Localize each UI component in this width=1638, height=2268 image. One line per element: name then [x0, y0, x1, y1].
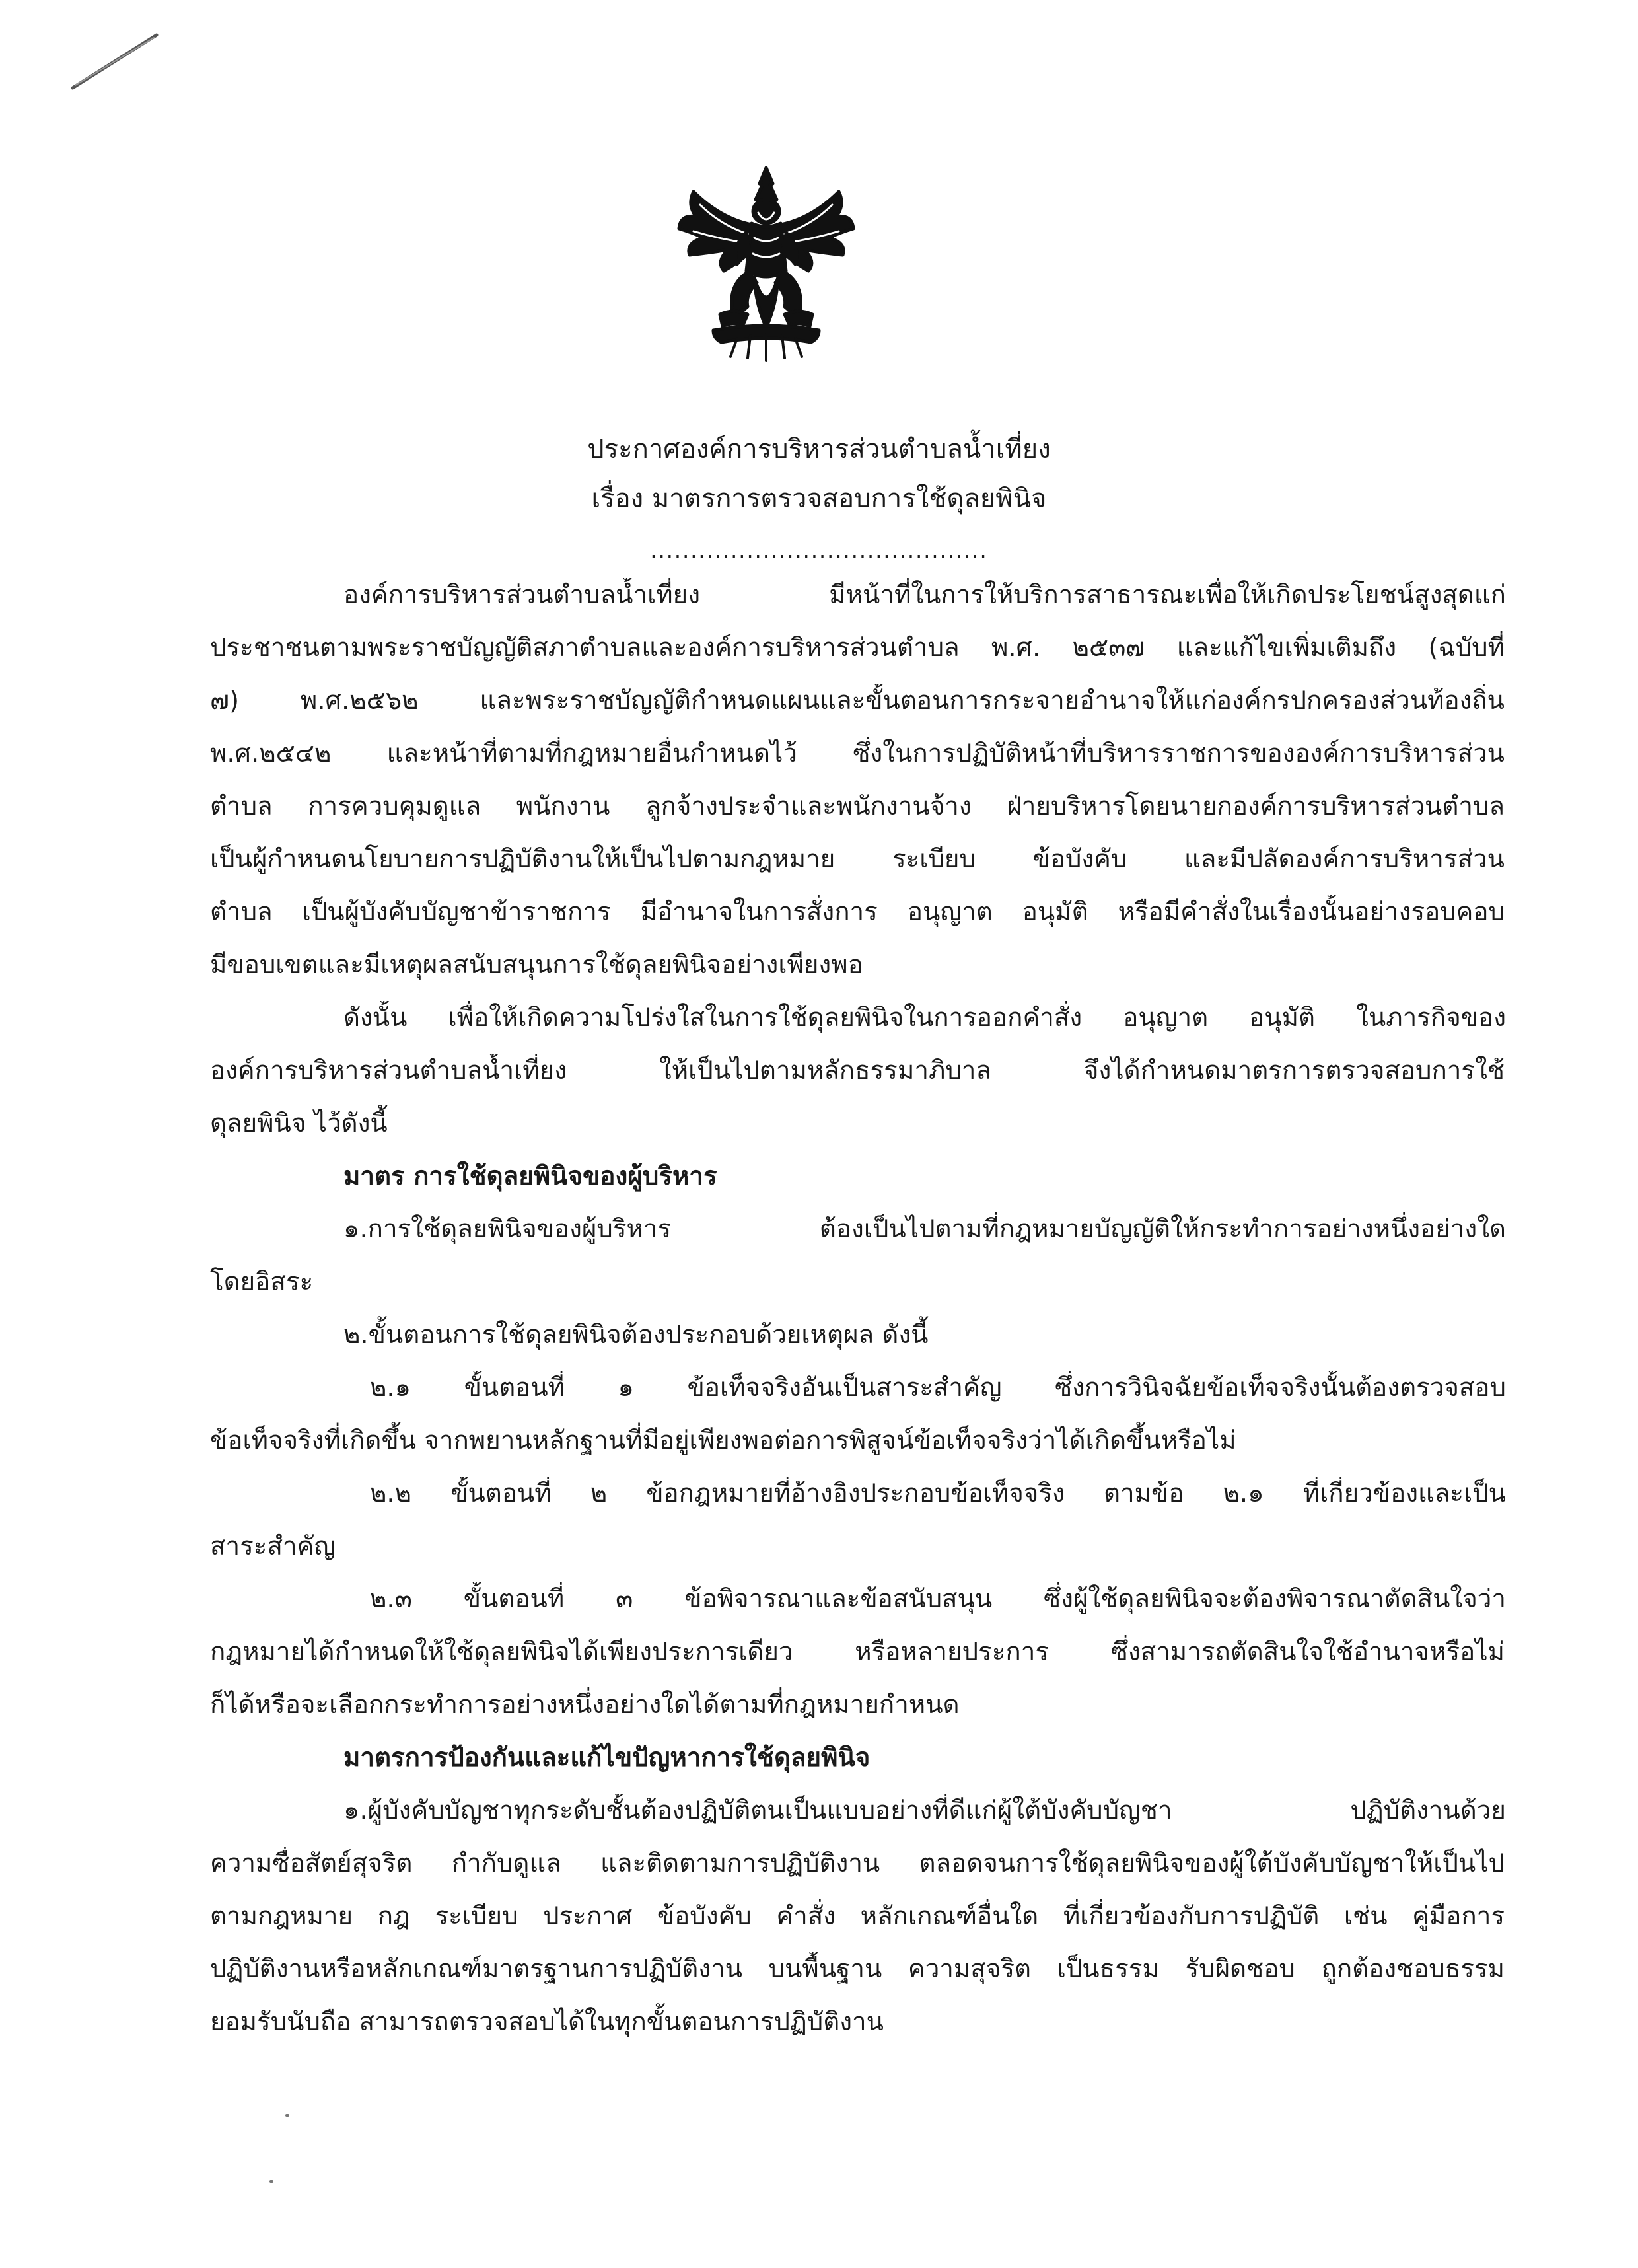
garuda-emblem: [674, 165, 859, 363]
paragraph-line: องค์การบริหารส่วนตำบลน้ำเที่ยง ให้เป็นไปตามหลักธรรมาภิบาล จึงได้กำหนดมาตรการตรวจสอบการใช้: [210, 1056, 1505, 1085]
paragraph-line: ๑.ผู้บังคับบัญชาทุกระดับชั้นต้องปฏิบัติตนเป็นแบบอย่างที่ดีแก่ผู้ใต้บังคับบัญชา ปฏิบัติงานด้วย: [343, 1796, 1506, 1825]
paragraph-line: ประชาชนตามพระราชบัญญัติสภาตำบลและองค์การบริหารส่วนตำบล พ.ศ. ๒๕๓๗ และแก้ไขเพิ่มเติมถึง (ฉบับที่: [210, 633, 1505, 663]
paragraph-line: เป็นผู้กำหนดนโยบายการปฏิบัติงานให้เป็นไปตามกฎหมาย ระเบียบ ข้อบังคับ และมีปลัดองค์การบริหารส่วน: [210, 844, 1505, 874]
paragraph-line: ตำบล การควบคุมดูแล พนักงาน ลูกจ้างประจำและพนักงานจ้าง ฝ่ายบริหารโดยนายกองค์การบริหารส่วนตำบล: [210, 791, 1505, 821]
paragraph-line: ข้อเท็จจริงที่เกิดขึ้น จากพยานหลักฐานที่มีอยู่เพียงพอต่อการพิสูจน์ข้อเท็จจริงว่าได้เกิดขึ้นหรือไม่: [210, 1426, 1236, 1455]
pen-stroke-mark: [69, 30, 162, 96]
paragraph-line: กฎหมายได้กำหนดให้ใช้ดุลยพินิจได้เพียงประการเดียว หรือหลายประการ ซึ่งสามารถตัดสินใจใช้อำนาจหรือไม่: [210, 1637, 1505, 1667]
paragraph-line: ตามกฎหมาย กฎ ระเบียบ ประกาศ ข้อบังคับ คำสั่ง หลักเกณฑ์อื่นใด ที่เกี่ยวข้องกับการปฏิบัติ เช่น คู่มือการ: [210, 1901, 1505, 1931]
paragraph-line: ๑.การใช้ดุลยพินิจของผู้บริหาร ต้องเป็นไปตามที่กฎหมายบัญญัติให้กระทำการอย่างหนึ่งอย่างใด: [343, 1214, 1506, 1244]
paragraph-line: ๒.๓ ขั้นตอนที่ ๓ ข้อพิจารณาและข้อสนับสนุน ซึ่งผู้ใช้ดุลยพินิจจะต้องพิจารณาตัดสินใจว่า: [370, 1584, 1506, 1614]
paragraph-line: โดยอิสระ: [210, 1267, 314, 1297]
paragraph-line: ปฏิบัติงานหรือหลักเกณฑ์มาตรฐานการปฏิบัติงาน บนพื้นฐาน ความสุจริต เป็นธรรม รับผิดชอบ ถูกต้องชอบธรรม: [210, 1954, 1505, 1984]
paragraph-line: ดุลยพินิจ ไว้ดังนี้: [210, 1109, 388, 1138]
paragraph-line: มีขอบเขตและมีเหตุผลสนับสนุนการใช้ดุลยพินิจอย่างเพียงพอ: [210, 950, 863, 980]
paragraph-line: ก็ได้หรือจะเลือกกระทำการอย่างหนึ่งอย่างใดได้ตามที่กฎหมายกำหนด: [210, 1690, 960, 1720]
paragraph-line: ๒.๒ ขั้นตอนที่ ๒ ข้อกฎหมายที่อ้างอิงประกอบข้อเท็จจริง ตามข้อ ๒.๑ ที่เกี่ยวข้องและเป็น: [370, 1479, 1506, 1508]
paragraph-line: ๗) พ.ศ.๒๕๖๒ และพระราชบัญญัติกำหนดแผนและขั้นตอนการกระจายอำนาจให้แก่องค์กรปกครองส่วนท้องถิ่น: [210, 686, 1505, 715]
paragraph-line: ๒.๑ ขั้นตอนที่ ๑ ข้อเท็จจริงอันเป็นสาระสำคัญ ซึ่งการวินิจฉัยข้อเท็จจริงนั้นต้องตรวจสอบ: [370, 1373, 1506, 1403]
paragraph-line: ดังนั้น เพื่อให้เกิดความโปร่งใสในการใช้ดุลยพินิจในการออกคำสั่ง อนุญาต อนุมัติ ในภารกิจของ: [343, 1003, 1506, 1033]
paragraph-line: ๒.ขั้นตอนการใช้ดุลยพินิจต้องประกอบด้วยเหตุผล ดังนี้: [343, 1320, 929, 1350]
announcement-title: ประกาศองค์การบริหารส่วนตำบลน้ำเที่ยง: [587, 434, 1051, 464]
paragraph-line: ความซื่อสัตย์สุจริต กำกับดูแล และติดตามการปฏิบัติงาน ตลอดจนการใช้ดุลยพินิจของผู้ใต้บังคับบัญชาให้เป็นไป: [210, 1848, 1505, 1878]
paragraph-line: ยอมรับนับถือ สามารถตรวจสอบได้ในทุกขั้นตอนการปฏิบัติงาน: [210, 2007, 884, 2037]
paragraph-line: องค์การบริหารส่วนตำบลน้ำเที่ยง มีหน้าที่ในการให้บริการสาธารณะเพื่อให้เกิดประโยชน์สูงสุดแก่: [343, 580, 1506, 610]
section-heading: มาตรการป้องกันและแก้ไขปัญหาการใช้ดุลยพินิจ: [343, 1743, 871, 1773]
announcement-subject: เรื่อง มาตรการตรวจสอบการใช้ดุลยพินิจ: [591, 484, 1047, 514]
paragraph-line: ตำบล เป็นผู้บังคับบัญชาข้าราชการ มีอำนาจในการสั่งการ อนุญาต อนุมัติ หรือมีคำสั่งในเรื่องนั้นอย่างรอบคอบ: [210, 897, 1505, 927]
paragraph-line: พ.ศ.๒๕๔๒ และหน้าที่ตามที่กฎหมายอื่นกำหนดไว้ ซึ่งในการปฏิบัติหน้าที่บริหารราชการขององค์การบริหารส่วน: [210, 739, 1505, 768]
section-heading: มาตร การใช้ดุลยพินิจของผู้บริหาร: [343, 1161, 717, 1191]
scan-speck: [285, 2114, 289, 2117]
scan-speck: [269, 2180, 273, 2183]
title-separator: ..........................................: [650, 538, 988, 563]
paragraph-line: สาระสำคัญ: [210, 1531, 336, 1561]
